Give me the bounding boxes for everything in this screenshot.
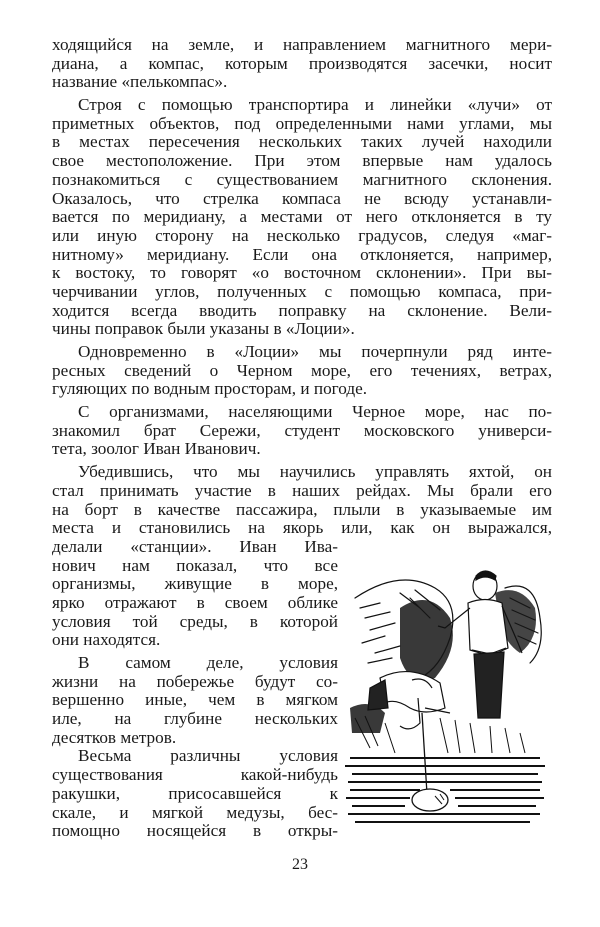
text-line: стал принимать участие в наших рейдах. Мы брали его: [52, 480, 552, 500]
paragraph-4: [52, 403, 552, 459]
text-line: организмы, живущие в море,: [52, 574, 338, 594]
text-line: условия той среды, в которой: [52, 611, 338, 631]
text-line: в местах пересечения нескольких таких лучей находили: [52, 132, 552, 152]
text-line: диана, а компас, которым производятся засечки, носит: [52, 53, 552, 73]
text-line: С организмами, населяющими Черное море, нас по-: [78, 402, 552, 422]
text-line: или иную сторону на несколько градусов, следуя «маг-: [52, 225, 552, 245]
text-line: помощно носящейся в откры-: [52, 821, 338, 841]
text-line: вершенно иные, чем в мягком: [52, 690, 338, 710]
text-line: знакомил брат Сережи, студент московского универси-: [52, 420, 552, 440]
shore-illustration: [340, 548, 550, 838]
text-line: название «пелькомпас».: [52, 72, 228, 92]
text-line: к востоку, то говорят «о восточном склонении». При вы-: [52, 263, 552, 283]
text-line: Оказалось, что стрелка компаса не всюду устанавли-: [52, 188, 552, 208]
text-line: познакомиться с существованием магнитного склонения.: [52, 169, 552, 189]
paragraph-7: [52, 747, 338, 840]
paragraph-3: [52, 343, 552, 399]
text-line: ходящийся на земле, и направлением магнитного мери-: [52, 35, 552, 54]
text-line: тета, зоолог Иван Иванович.: [52, 439, 261, 459]
page-number: 23: [292, 856, 308, 873]
text-line: делали «станции». Иван Ива-: [52, 536, 338, 556]
text-line: жизни на побережье будут со-: [52, 671, 338, 691]
text-line: десятков метров.: [52, 727, 177, 747]
text-line: иле, на глубине нескольких: [52, 709, 338, 729]
text-line: гуляющих по водным просторам, и погоде.: [52, 379, 368, 399]
text-line: вается по меридиану, а местами от него отклоняется в ту: [52, 207, 552, 227]
text-line: свое местоположение. При этом впервые нам удалось: [52, 151, 552, 171]
paragraph-2: [52, 96, 552, 339]
text-line: приметных объектов, под определенными нами углами, мы: [52, 113, 552, 133]
text-line: ярко отражают в своем облике: [52, 592, 338, 612]
text-line: они находятся.: [52, 630, 161, 650]
text-line: Одновременно в «Лоции» мы почерпнули ряд инте-: [78, 342, 552, 361]
text-line: существования какой-нибудь: [52, 765, 338, 785]
text-line: нитному» меридиану. Если она отклоняется, например,: [52, 244, 552, 264]
text-line: Весьма различны условия: [78, 746, 338, 766]
text-line: В самом деле, условия: [78, 653, 338, 672]
text-line: скале, и мягкой медузы, бес-: [52, 802, 338, 822]
text-line: нович нам показал, что все: [52, 555, 338, 575]
text-line: чины поправок были указаны в «Лоции».: [52, 319, 355, 339]
paragraph-1: [52, 36, 552, 92]
text-line: места и становились на якорь или, как он выражался,: [52, 518, 552, 538]
paragraph-6: [52, 654, 338, 747]
text-line: Убедившись, что мы научились управлять яхтой, он: [78, 462, 552, 482]
text-line: ракушки, присосавшейся к: [52, 783, 338, 803]
text-line: на борт в качестве пассажира, плыли в указываемые им: [52, 499, 552, 519]
text-line: черчивании углов, полученных с помощью компаса, при-: [52, 281, 552, 301]
text-line: ресных сведений о Черном море, его течениях, ветрах,: [52, 360, 552, 380]
text-line: ходится всегда вводить поправку на склонение. Вели-: [52, 300, 552, 320]
text-line: Строя с помощью транспортира и линейки «лучи» от: [78, 95, 552, 115]
